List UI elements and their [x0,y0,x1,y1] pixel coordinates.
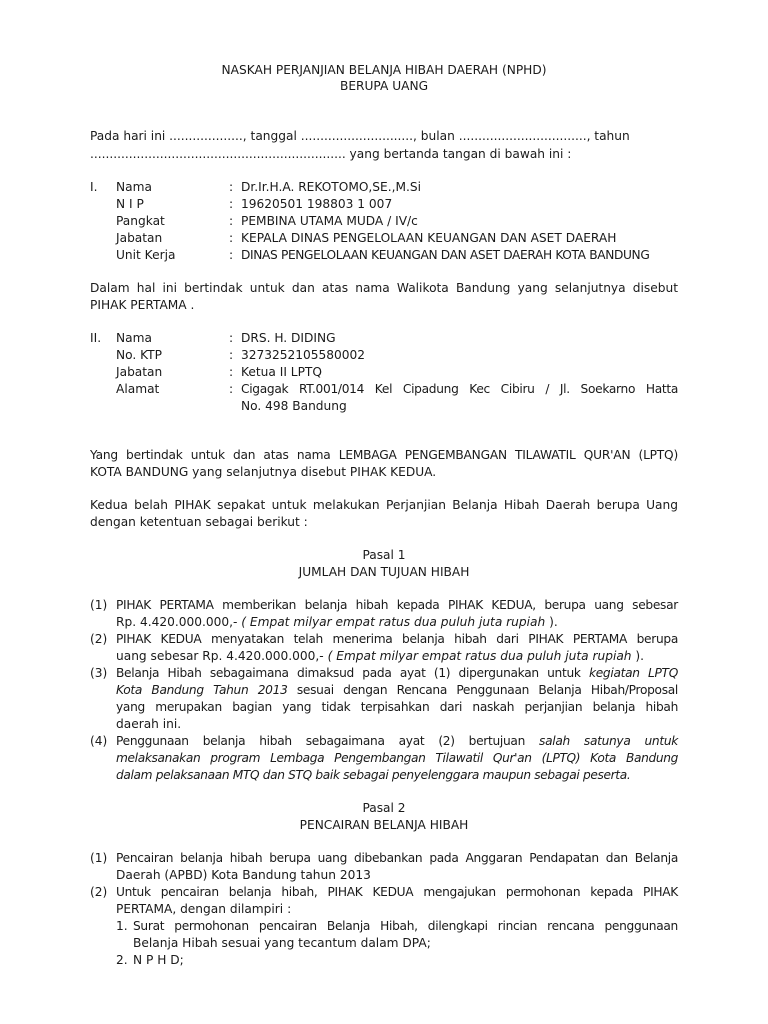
item-number: (1) [90,851,108,865]
opening-line-1: Pada hari ini ..................., tanggal ............................., bulan ................................., tahun [90,129,630,143]
colon: : [229,214,234,228]
item-number: (3) [90,666,108,680]
colon: : [229,382,234,396]
punctuation: ). [549,615,558,629]
colon: : [229,365,234,379]
activity-name: Kota Bandung Tahun 2013 [116,683,288,697]
item-line [116,682,678,699]
party-two-act-line-1: Yang bertindak untuk dan atas nama LEMBAGA PENGEMBANGAN TILAWATIL QUR'AN (LPTQ) [90,448,678,462]
party-one-numeral: I. [90,180,98,194]
colon: : [229,348,234,362]
party-one-label: N I P [116,197,144,211]
item-line [116,648,644,665]
item-number: (1) [90,598,108,612]
item-line: melaksanakan program Lembaga Pengembangan Tilawatil Qur'an (LPTQ) Kota Bandung [116,751,678,765]
item-line: Untuk pencairan belanja hibah, PIHAK KEDUA mengajukan permohonan kepada PIHAK [116,885,678,899]
amount-in-words: ( Empat milyar empat ratus dua puluh juta rupiah [327,649,632,663]
party-two-label: Alamat [116,382,160,396]
item-line [116,614,558,631]
item-line: PIHAK PERTAMA memberikan belanja hibah kepada PIHAK KEDUA, berupa uang sebesar [116,598,678,612]
party-two-label: Nama [116,331,152,345]
purpose-text: salah satunya untuk [539,734,679,748]
colon: : [229,248,234,262]
text: Belanja Hibah sebagaimana dimaksud pada ayat (1) dipergunakan untuk [116,666,581,680]
item-line: PERTAMA, dengan dilampiri : [116,902,292,916]
party-one-label: Pangkat [116,214,165,228]
colon: : [229,331,234,345]
punctuation: ). [635,649,645,663]
party-one-label: Unit Kerja [116,248,176,262]
amount: uang sebesar Rp. 4.420.000.000,- [116,649,324,663]
text: sesuai dengan Rencana Penggunaan Belanja Hibah/Proposal [296,683,679,697]
subitem-number: 1. [116,919,128,933]
party-one-label: Jabatan [116,231,163,245]
colon: : [229,197,234,211]
item-number: (4) [90,734,108,748]
subitem-line: Belanja Hibah sesuai yang tecantum dalam DPA; [133,936,431,950]
party-one-value: 19620501 198803 1 007 [241,197,393,211]
subitem-number: 2. [116,953,128,967]
party-two-value: Cigagak RT.001/014 Kel Cipadung Kec Cibiru / Jl. Soekarno Hatta [241,382,678,396]
party-one-value: DINAS PENGELOLAAN KEUANGAN DAN ASET DAERAH KOTA BANDUNG [241,248,650,262]
party-two-label: Jabatan [116,365,163,379]
opening-line-2: .................................................................. yang bertanda tangan di bawah ini : [90,147,572,161]
item-line: Daerah (APBD) Kota Bandung tahun 2013 [116,868,371,882]
item-number: (2) [90,632,108,646]
party-one-label: Nama [116,180,152,194]
party-two-address-cont: No. 498 Bandung [241,399,347,413]
pasal-2-heading: Pasal 2 [362,801,406,815]
pasal-2-subheading: PENCAIRAN BELANJA HIBAH [299,818,469,832]
amount: Rp. 4.420.000.000,- [116,615,238,629]
pasal-1-subheading: JUMLAH DAN TUJUAN HIBAH [298,565,470,579]
party-one-value: PEMBINA UTAMA MUDA / IV/c [241,214,418,228]
item-line: daerah ini. [116,717,182,731]
party-one-act-line-2: PIHAK PERTAMA . [90,298,195,312]
amount-in-words: ( Empat milyar empat ratus dua puluh juta rupiah [241,615,546,629]
colon: : [229,231,234,245]
pasal-1-heading: Pasal 1 [362,548,406,562]
subitem-line: Surat permohonan pencairan Belanja Hibah, dilengkapi rincian rencana penggunaan [133,919,678,933]
agreement-line-2: dengan ketentuan sebagai berikut : [90,515,308,529]
document-subtitle: BERUPA UANG [339,79,429,93]
party-two-value: DRS. H. DIDING [241,331,336,345]
colon: : [229,180,234,194]
party-two-act-line-2: KOTA BANDUNG yang selanjutnya disebut PIHAK KEDUA. [90,465,437,479]
item-number: (2) [90,885,108,899]
party-two-label: No. KTP [116,348,162,362]
item-line: dalam pelaksanaan MTQ dan STQ baik sebagai penyelenggara maupun sebagai peserta. [116,768,631,782]
party-two-value: Ketua II LPTQ [241,365,322,379]
item-line: Pencairan belanja hibah berupa uang dibebankan pada Anggaran Pendapatan dan Belanja [116,851,678,865]
party-two-value: 3273252105580002 [241,348,366,362]
agreement-line-1: Kedua belah PIHAK sepakat untuk melakukan Perjanjian Belanja Hibah Daerah berupa Uang [90,498,678,512]
party-one-value: KEPALA DINAS PENGELOLAAN KEUANGAN DAN ASET DAERAH [241,231,617,245]
activity-name: kegiatan LPTQ [588,666,678,680]
party-one-value: Dr.Ir.H.A. REKOTOMO,SE.,M.Si [241,180,422,194]
subitem-line: N P H D; [133,953,184,967]
party-one-act-line-1: Dalam hal ini bertindak untuk dan atas nama Walikota Bandung yang selanjutnya disebut [90,281,678,295]
item-line: yang merupakan bagian yang tidak terpisahkan dari naskah perjanjian belanja hibah [116,700,678,714]
item-line [116,665,678,682]
party-two-numeral: II. [90,331,102,345]
text: Penggunaan belanja hibah sebagaimana ayat (2) bertujuan [116,734,526,748]
document-title: NASKAH PERJANJIAN BELANJA HIBAH DAERAH (NPHD) [221,63,547,77]
item-line: PIHAK KEDUA menyatakan telah menerima belanja hibah dari PIHAK PERTAMA berupa [116,632,678,646]
item-line [116,733,678,750]
